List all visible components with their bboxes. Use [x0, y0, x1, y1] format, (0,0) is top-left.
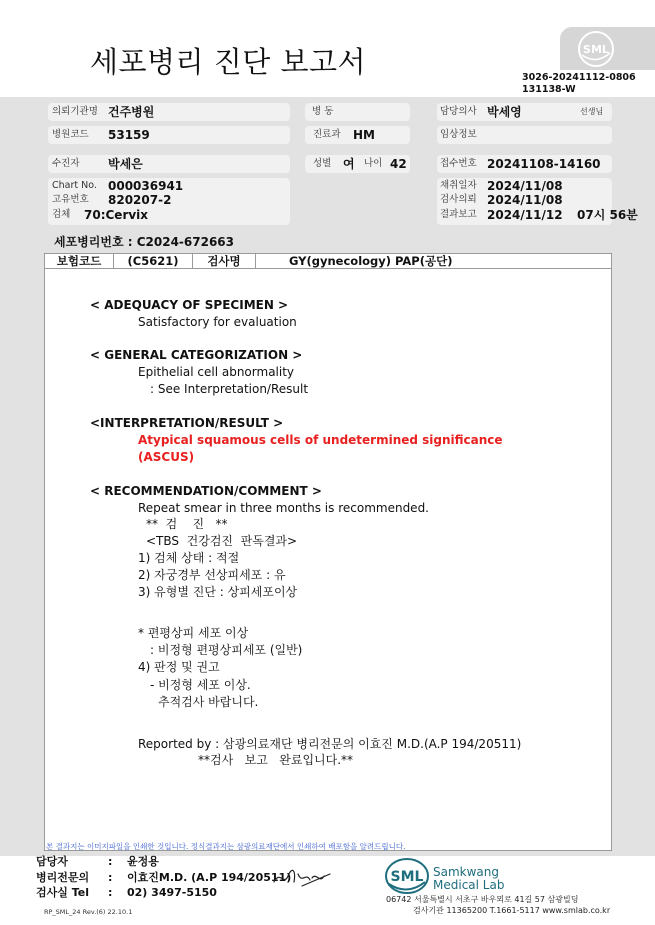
- lab-tel-label: 검사실 Tel: [36, 886, 89, 899]
- result-abbreviation: (ASCUS): [138, 450, 195, 464]
- requested-label: 검사의뢰: [440, 194, 477, 205]
- categorization-heading: < GENERAL CATEGORIZATION >: [90, 348, 303, 362]
- recommendation-line: 4) 판정 및 권고: [138, 660, 220, 674]
- reported-label: 결과보고: [440, 209, 477, 220]
- institution-value: 건주병원: [108, 105, 155, 119]
- sml-logo-text: SML: [583, 43, 609, 56]
- department-value: HM: [353, 128, 375, 142]
- collected-label: 채취일자: [440, 180, 477, 191]
- doctor-value: 박세영: [487, 105, 522, 119]
- adequacy-line: Satisfactory for evaluation: [138, 315, 297, 329]
- report-body: [44, 253, 612, 851]
- pathologist-signature: [272, 866, 334, 890]
- patient-label: 수진자: [52, 158, 80, 169]
- categorization-line: Epithelial cell abnormality: [138, 365, 295, 379]
- doctor-label: 담당의사: [440, 106, 477, 117]
- clinical-info-label: 임상정보: [440, 129, 477, 140]
- sml-logo-icon: [576, 29, 616, 69]
- samkwang-logo-icon: [383, 856, 431, 896]
- document-code-1: 3026-20241112-0806: [522, 72, 636, 83]
- test-info-row: [45, 254, 611, 269]
- recommendation-line: 추적검사 바랍니다.: [158, 695, 259, 709]
- adequacy-heading: < ADEQUACY OF SPECIMEN >: [90, 298, 289, 312]
- result-diagnosis: Atypical squamous cells of undetermined significance: [138, 433, 503, 447]
- collected-value: 2024/11/08: [487, 179, 563, 193]
- lab-name-line-2: Medical Lab: [433, 878, 505, 892]
- manager-separator: :: [108, 855, 113, 868]
- lab-name-line-1: Samkwang: [433, 865, 499, 879]
- print-notice: 본 결과지는 이미지파일을 인쇄한 것입니다. 정식결과지는 삼광의료재단에서 인쇄하여 배포함을 알려드립니다.: [46, 842, 406, 851]
- pathologist-value: 이효진M.D. (A.P 194/20511): [127, 871, 292, 884]
- insurance-code-value: (C5621): [114, 254, 193, 268]
- pathology-number: [54, 235, 234, 249]
- unique-no-label: 고유번호: [52, 194, 89, 205]
- pathologist-separator: :: [108, 871, 113, 884]
- ward-label: 병 동: [312, 106, 334, 117]
- specimen-value: 70:Cervix: [84, 208, 149, 222]
- hospital-code-value: 53159: [108, 128, 150, 142]
- doctor-suffix: 선생님: [580, 107, 604, 116]
- sex-label: 성별: [313, 158, 332, 169]
- hospital-code-label: 병원코드: [52, 129, 89, 140]
- recommendation-heading: < RECOMMENDATION/COMMENT >: [90, 484, 322, 498]
- specimen-label: 검체: [52, 209, 71, 220]
- recommendation-line: 3) 유형별 진단 : 상피세포이상: [138, 585, 298, 599]
- report-title: 세포병리 진단 보고서: [90, 45, 367, 79]
- lab-address: 06742 서울특별시 서초구 바우뫼로 41길 57 삼광빌딩: [386, 895, 579, 904]
- sex-value: 여: [343, 157, 355, 171]
- recommendation-line: * 편평상피 세포 이상: [138, 626, 249, 640]
- pathology-number-label: 세포병리번호 :: [54, 235, 133, 249]
- pathology-number-value: C2024-672663: [136, 235, 235, 249]
- samkwang-logo-text: SML: [390, 869, 424, 885]
- test-name-label: 검사명: [193, 254, 256, 268]
- categorization-line: : See Interpretation/Result: [150, 382, 309, 396]
- form-code: RP_SML_24 Rev.(6) 22.10.1: [44, 908, 133, 916]
- chart-no-value: 000036941: [108, 179, 184, 193]
- recommendation-line: 2) 자궁경부 선상피세포 : 유: [138, 568, 286, 582]
- receipt-value: 20241108-14160: [487, 157, 601, 171]
- unique-no-value: 820207-2: [108, 193, 172, 207]
- reported-time: 07시 56분: [577, 208, 638, 222]
- lab-tel-separator: :: [108, 886, 113, 899]
- manager-label: 담당자: [36, 855, 68, 868]
- recommendation-line: - 비정형 세포 이상.: [150, 678, 251, 692]
- document-code-2: 131138-W: [522, 84, 576, 95]
- institution-label: 의뢰기관명: [52, 106, 98, 117]
- receipt-label: 접수번호: [440, 158, 477, 169]
- patient-value: 박세은: [108, 157, 143, 171]
- manager-value: 윤정용: [127, 855, 159, 868]
- recommendation-line: Repeat smear in three months is recommended.: [138, 501, 429, 515]
- patient-box: [48, 155, 290, 173]
- recommendation-line: : 비정형 편평상피세포 (일반): [150, 643, 303, 657]
- report-completion: **검사 보고 완료입니다.**: [198, 753, 354, 767]
- department-label: 진료과: [313, 129, 341, 140]
- recommendation-line: 1) 검체 상태 : 적절: [138, 551, 240, 565]
- lab-tel-value: 02) 3497-5150: [127, 886, 217, 899]
- recommendation-line: ** 검 진 **: [146, 517, 228, 531]
- requested-value: 2024/11/08: [487, 193, 563, 207]
- insurance-code-label: 보험코드: [45, 254, 114, 268]
- result-heading: <INTERPRETATION/RESULT >: [90, 416, 284, 430]
- test-name-value: GY(gynecology) PAP(공단): [289, 254, 453, 268]
- age-label: 나이: [364, 158, 383, 169]
- reported-date: 2024/11/12: [487, 208, 563, 222]
- lab-contact: 검사기관 11365200 T.1661-5117 www.smlab.co.kr: [413, 906, 611, 915]
- age-value: 42: [390, 157, 407, 171]
- recommendation-line: <TBS 건강검진 판독결과>: [146, 534, 298, 548]
- chart-no-label: Chart No.: [52, 180, 97, 191]
- pathologist-label: 병리전문의: [36, 871, 90, 884]
- reported-by: Reported by : 삼광의료재단 병리전문의 이효진 M.D.(A.P 194/20511): [138, 737, 522, 751]
